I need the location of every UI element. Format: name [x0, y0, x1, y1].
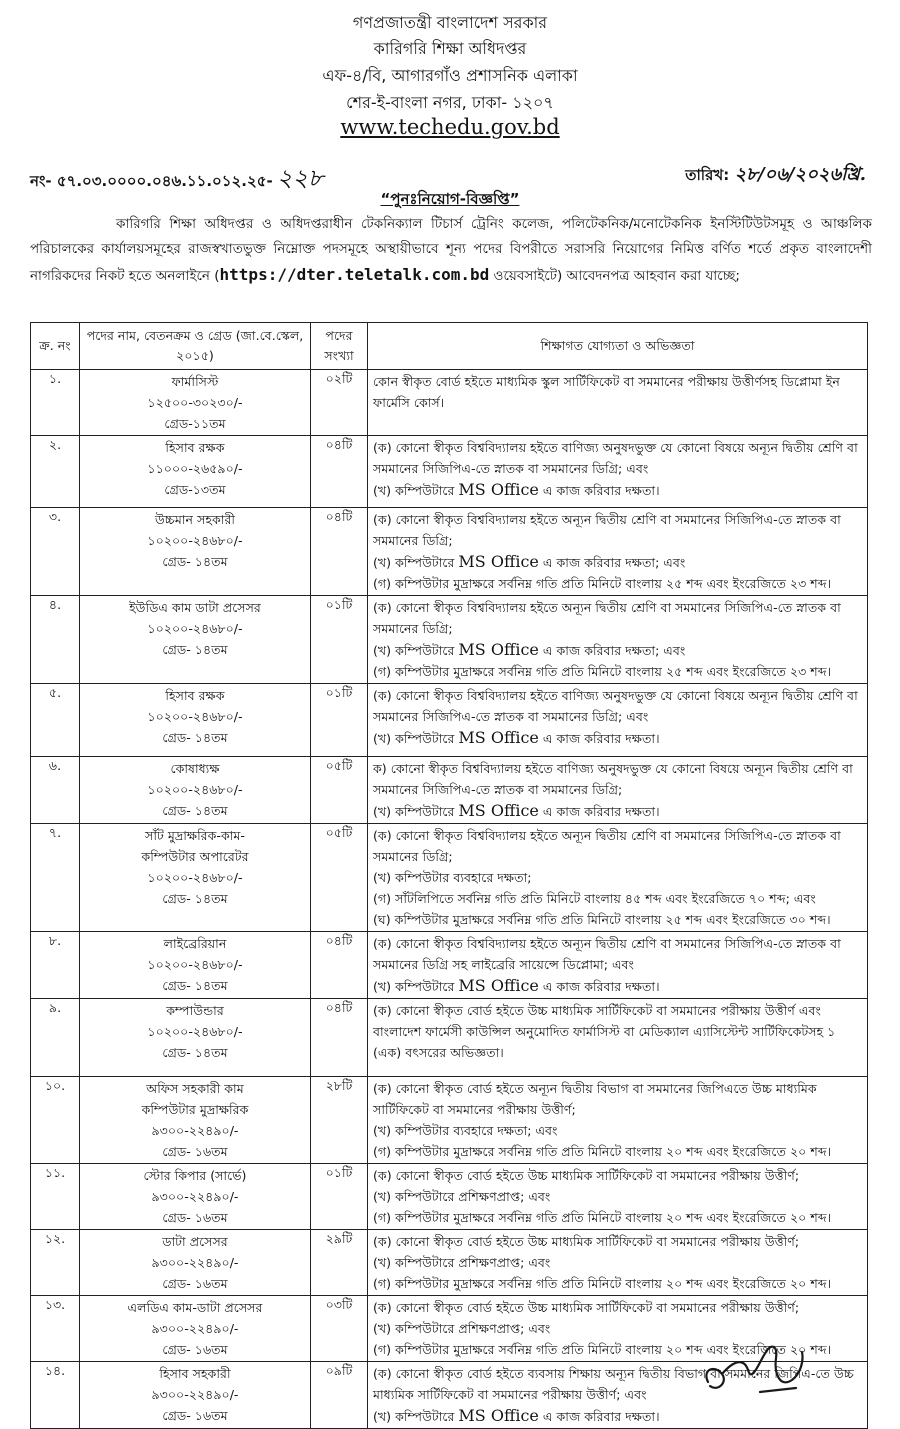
- qualification-line: (ক) কোনো স্বীকৃত বিশ্ববিদ্যালয় হইতে অন্যূন দ্বিতীয় শ্রেণি বা সমমানের সিজিপিএ-তে স্নাতক বা সমমানের ডিগ্রি;: [373, 512, 841, 548]
- post-line: এলডিএ কাম-ডাটা প্রসেসর: [127, 1300, 263, 1315]
- post-line: গ্রেড- ১৬তম: [162, 1342, 228, 1357]
- serial-cell: ৫.: [31, 684, 80, 757]
- serial-cell: ১.: [31, 370, 80, 436]
- qualification-cell: [368, 508, 868, 596]
- post-line: ১০২০০-২৪৬৮০/-: [147, 782, 243, 797]
- post-line: হিসাব সহকারী: [159, 1366, 231, 1381]
- serial-cell: ১১.: [31, 1164, 80, 1230]
- qualification-line: (খ) কম্পিউটার ব্যবহারে দক্ষতা;: [373, 870, 532, 885]
- post-line: ১০২০০-২৪৬৮০/-: [147, 533, 243, 548]
- post-cell: [80, 1296, 311, 1362]
- count-cell: ০৪টি: [311, 436, 368, 508]
- qualification-line: (ক) কোনো স্বীকৃত বোর্ড হইতে ব্যবসায় শিক্ষায় অন্যূন দ্বিতীয় বিভাগ বা সমমানের জিপিএ-তে উচ্চ মাধ্যমিক সার্টিফিকেট বা সমমানের পরীক্ষায় উত্তীর্ণ; এবং: [373, 1366, 854, 1402]
- serial-cell: ১৩.: [31, 1296, 80, 1362]
- table-row: [31, 436, 868, 508]
- post-line: গ্রেড- ১৪তম: [162, 803, 228, 818]
- date-line: [685, 160, 866, 191]
- ms-office-text: MS Office: [458, 976, 539, 995]
- qualification-line: (খ) কম্পিউটারে MS Office এ কাজ করিবার দক্ষতা; এবং: [373, 640, 686, 659]
- serial-cell: ১০.: [31, 1077, 80, 1164]
- intro-tail: ওয়েবসাইটে) আবেদনপত্র আহবান করা যাচ্ছে;: [489, 268, 740, 284]
- post-line: হিসাব রক্ষক: [165, 688, 225, 703]
- date-value: ২৮/০৬/২০২৬খ্রি.: [734, 164, 866, 185]
- signature: [700, 1330, 810, 1400]
- count-cell: ২৯টি: [311, 1230, 368, 1296]
- qualification-line: (খ) কম্পিউটারে MS Office এ কাজ করিবার দক্ষতা।: [373, 1406, 660, 1425]
- post-line: গ্রেড-১১তম: [164, 416, 226, 431]
- post-line: গ্রেড- ১৪তম: [162, 554, 228, 569]
- post-line: কম্পিউটার মুদ্রাক্ষরিক: [141, 1102, 249, 1117]
- post-cell: [80, 1164, 311, 1230]
- header-post: পদের নাম, বেতনক্রম ও গ্রেড (জা.বে.স্কেল, ২০১৫): [80, 323, 311, 370]
- serial-cell: ১২.: [31, 1230, 80, 1296]
- qualification-line: (গ) কম্পিউটার মুদ্রাক্ষরে সর্বনিম্ন গতি প্রতি মিনিটে বাংলায় ২০ শব্দ এবং ইংরেজিতে ২০ শব্দ।: [373, 1276, 832, 1291]
- table-row: [31, 1164, 868, 1230]
- qualification-line: (খ) কম্পিউটারে MS Office এ কাজ করিবার দক্ষতা।: [373, 801, 660, 820]
- serial-cell: ৪.: [31, 596, 80, 684]
- qualification-line: (খ) কম্পিউটারে MS Office এ কাজ করিবার দক্ষতা; এবং: [373, 552, 686, 571]
- qualification-line: (খ) কম্পিউটার ব্যবহারে দক্ষতা; এবং: [373, 1123, 558, 1138]
- post-line: সাঁট মুদ্রাক্ষরিক-কাম-: [145, 828, 245, 843]
- government-name: গণপ্রজাতন্ত্রী বাংলাদেশ সরকার: [352, 13, 548, 32]
- count-cell: ০২টি: [311, 370, 368, 436]
- serial-cell: ৮.: [31, 932, 80, 999]
- header-count: পদের সংখ্যা: [311, 323, 368, 370]
- post-line: ইউডিএ কাম ডাটা প্রসেসর: [129, 600, 261, 615]
- post-line: হিসাব রক্ষক: [165, 440, 225, 455]
- qualification-cell: [368, 757, 868, 824]
- post-line: স্টোর কিপার (সার্ভে): [143, 1168, 247, 1183]
- post-line: অফিস সহকারী কাম: [146, 1081, 244, 1096]
- department-name: কারিগরি শিক্ষা অধিদপ্তর: [373, 39, 527, 58]
- qualification-cell: [368, 596, 868, 684]
- count-cell: ০৯টি: [311, 1362, 368, 1429]
- post-line: উচ্চমান সহকারী: [154, 512, 235, 527]
- post-line: ১০২০০-২৪৬৮০/-: [147, 709, 243, 724]
- memo-handwritten: ২২৮: [276, 164, 324, 192]
- ms-office-text: MS Office: [458, 552, 539, 571]
- application-url[interactable]: https://dter.teletalk.com.bd: [219, 265, 490, 284]
- count-cell: ০৪টি: [311, 932, 368, 999]
- qualification-line: (গ) কম্পিউটার মুদ্রাক্ষরে সর্বনিম্ন গতি প্রতি মিনিটে বাংলায় ২০ শব্দ এবং ইংরেজিতে ২০ শব্দ।: [373, 1342, 832, 1357]
- ms-office-text: MS Office: [458, 801, 539, 820]
- count-cell: ০৪টি: [311, 508, 368, 596]
- post-line: গ্রেড- ১৬তম: [162, 1210, 228, 1225]
- count-cell: ০৫টি: [311, 757, 368, 824]
- post-line: গ্রেড- ১৪তম: [162, 730, 228, 745]
- table-row: [31, 370, 868, 436]
- post-line: ৯৩০০-২২৪৯০/-: [151, 1189, 239, 1204]
- website-link[interactable]: www.techedu.gov.bd: [340, 115, 560, 139]
- notice-title-text: “পুনঃনিয়োগ-বিজ্ঞপ্তি”: [380, 190, 520, 208]
- header-qualification: শিক্ষাগত যোগ্যতা ও অভিজ্ঞতা: [368, 323, 868, 370]
- post-cell: [80, 757, 311, 824]
- count-cell: ০১টি: [311, 684, 368, 757]
- post-cell: [80, 1230, 311, 1296]
- qualification-line: (গ) কম্পিউটার মুদ্রাক্ষরে সর্বনিম্ন গতি প্রতি মিনিটে বাংলায় ২০ শব্দ এবং ইংরেজিতে ২০ শব্দ।: [373, 1144, 832, 1159]
- ms-office-text: MS Office: [458, 728, 539, 747]
- post-cell: [80, 508, 311, 596]
- intro-text: কারিগরি শিক্ষা অধিদপ্তর ও অধিদপ্তরাধীন টেকনিক্যাল টিচার্স ট্রেনিং কলেজ, পলিটেকনিক/মনোটেকনিক ইনস্টিটিউটসমূহ ও আঞ্চলিক পরিচালকের কার্যালয়সমূহের রাজস্বখাতভুক্ত নিম্নোক্ত পদসমূহে অস্থায়ীভাবে শূন্য পদের বিপরীতে সরাসরি নিয়োগের নিমিত্ত বর্ণিত শর্তে প্রকৃত বাংলাদেশী নাগরিকদের নিকট হতে অনলাইনে (: [30, 216, 872, 284]
- table-row: [31, 508, 868, 596]
- post-line: কোষাধ্যক্ষ: [170, 761, 220, 776]
- post-line: ৯৩০০-২২৪৯০/-: [151, 1123, 239, 1138]
- post-cell: [80, 436, 311, 508]
- post-cell: [80, 596, 311, 684]
- post-line: গ্রেড- ১৬তম: [162, 1144, 228, 1159]
- post-line: গ্রেড- ১৪তম: [162, 642, 228, 657]
- qualification-line: (খ) কম্পিউটারে প্রশিক্ষণপ্রাপ্ত; এবং: [373, 1189, 551, 1204]
- table-row: [31, 824, 868, 932]
- qualification-line: (ক) কোনো স্বীকৃত বোর্ড হইতে উচ্চ মাধ্যমিক সার্টিফিকেট বা সমমানের পরীক্ষায় উত্তীর্ণ;: [373, 1168, 800, 1183]
- count-cell: ০৩টি: [311, 1296, 368, 1362]
- qualification-line: (ক) কোনো স্বীকৃত বিশ্ববিদ্যালয় হইতে বাণিজ্য অনুষদভুক্ত যে কোনো বিষয়ে অন্যূন দ্বিতীয় শ্রেণি বা সমমানের সিজিপিএ-তে স্নাতক বা সমমানের ডিগ্রি; এবং: [373, 688, 858, 724]
- qualification-line: (খ) কম্পিউটারে MS Office এ কাজ করিবার দক্ষতা।: [373, 480, 660, 499]
- count-cell: ০৪টি: [311, 999, 368, 1077]
- post-line: ১২৫০০-৩০২৩০/-: [147, 395, 243, 410]
- qualification-cell: [368, 436, 868, 508]
- post-cell: [80, 684, 311, 757]
- qualification-cell: [368, 824, 868, 932]
- post-line: ১০২০০-২৪৬৮০/-: [147, 870, 243, 885]
- qualification-line: কোন স্বীকৃত বোর্ড হইতে মাধ্যমিক স্কুল সার্টিফিকেট বা সমমানের পরীক্ষায় উত্তীর্ণসহ ডিপ্লোমা ইন ফার্মেসি কোর্স।: [373, 374, 840, 410]
- serial-cell: ৬.: [31, 757, 80, 824]
- post-line: ফার্মাসিস্ট: [171, 374, 219, 389]
- table-row: [31, 684, 868, 757]
- qualification-line: (গ) কম্পিউটার মুদ্রাক্ষরে সর্বনিম্ন গতি প্রতি মিনিটে বাংলায় ২৫ শব্দ এবং ইংরেজিতে ২৩ শব্দ।: [373, 576, 832, 591]
- serial-cell: ৩.: [31, 508, 80, 596]
- qualification-line: (ক) কোনো স্বীকৃত বোর্ড হইতে উচ্চ মাধ্যমিক সার্টিফিকেট বা সমমানের পরীক্ষায় উত্তীর্ণ;: [373, 1300, 800, 1315]
- qualification-cell: [368, 1077, 868, 1164]
- post-line: ৯৩০০-২২৪৯০/-: [151, 1321, 239, 1336]
- post-cell: [80, 932, 311, 999]
- qualification-cell: [368, 370, 868, 436]
- post-line: গ্রেড- ১৬তম: [162, 1408, 228, 1423]
- qualification-line: (ক) কোনো স্বীকৃত বিশ্ববিদ্যালয় হইতে বাণিজ্য অনুষদভুক্ত যে কোনো বিষয়ে অন্যূন দ্বিতীয় শ্রেণি বা সমমানের সিজিপিএ-তে স্নাতক বা সমমানের ডিগ্রি; এবং: [373, 440, 858, 476]
- qualification-cell: [368, 999, 868, 1077]
- post-line: গ্রেড-১৩তম: [164, 482, 226, 497]
- qualification-cell: [368, 1164, 868, 1230]
- qualification-line: (খ) কম্পিউটারে প্রশিক্ষণপ্রাপ্ত; এবং: [373, 1321, 551, 1336]
- notice-title: [0, 188, 900, 213]
- post-line: কম্পাউন্ডার: [166, 1003, 224, 1018]
- qualification-cell: [368, 684, 868, 757]
- ms-office-text: MS Office: [458, 640, 539, 659]
- post-line: ১১০০০-২৬৫৯০/-: [147, 461, 243, 476]
- serial-cell: ৯.: [31, 999, 80, 1077]
- qualification-line: (ক) কোনো স্বীকৃত বিশ্ববিদ্যালয় হইতে অন্যূন দ্বিতীয় শ্রেণি বা সমমানের সিজিপিএ-তে স্নাতক বা সমমানের ডিগ্রি সহ লাইব্রেরি সায়েন্সে ডিপ্লোমা; এবং: [373, 936, 841, 972]
- qualification-line: ক) কোনো স্বীকৃত বিশ্ববিদ্যালয় হইতে বাণিজ্য অনুষদভুক্ত যে কোনো বিষয়ে অন্যূন দ্বিতীয় শ্রেণি বা সমমানের সিজিপিএ-তে স্নাতক বা সমমানের ডিগ্রি;: [373, 761, 853, 797]
- table-row: [31, 999, 868, 1077]
- qualification-line: (গ) কম্পিউটার মুদ্রাক্ষরে সর্বনিম্ন গতি প্রতি মিনিটে বাংলায় ২০ শব্দ এবং ইংরেজিতে ২০ শব্দ।: [373, 1210, 832, 1225]
- header-serial: ক্র. নং: [31, 323, 80, 370]
- count-cell: ০৫টি: [311, 824, 368, 932]
- qualification-line: (খ) কম্পিউটারে প্রশিক্ষণপ্রাপ্ত; এবং: [373, 1255, 551, 1270]
- post-line: ডাটা প্রসেসর: [162, 1234, 228, 1249]
- table-row: [31, 1230, 868, 1296]
- post-line: লাইব্রেরিয়ান: [163, 936, 227, 951]
- intro-paragraph: [30, 212, 872, 289]
- post-line: ৯৩০০-২২৪৯০/-: [151, 1387, 239, 1402]
- post-line: ১০২০০-২৪৬৮০/-: [147, 957, 243, 972]
- qualification-line: (ক) কোনো স্বীকৃত বিশ্ববিদ্যালয় হইতে অন্যূন দ্বিতীয় শ্রেণি বা সমমানের সিজিপিএ-তে স্নাতক বা সমমানের ডিগ্রি;: [373, 828, 841, 864]
- post-line: ১০২০০-২৪৬৮০/-: [147, 621, 243, 636]
- serial-cell: ২.: [31, 436, 80, 508]
- ms-office-text: MS Office: [458, 1406, 539, 1425]
- qualification-line: (গ) সাঁটলিপিতে সর্বনিম্ন গতি প্রতি মিনিটে বাংলায় ৪৫ শব্দ এবং ইংরেজিতে ৭০ শব্দ; এবং: [373, 891, 816, 906]
- qualification-line: (খ) কম্পিউটারে MS Office এ কাজ করিবার দক্ষতা।: [373, 976, 660, 995]
- positions-table: [30, 322, 868, 1429]
- count-cell: ০১টি: [311, 596, 368, 684]
- count-cell: ২৮টি: [311, 1077, 368, 1164]
- table-row: [31, 757, 868, 824]
- ms-office-text: MS Office: [458, 480, 539, 499]
- qualification-line: (ক) কোনো স্বীকৃত বিশ্ববিদ্যালয় হইতে অন্যূন দ্বিতীয় শ্রেণি বা সমমানের সিজিপিএ-তে স্নাতক বা সমমানের ডিগ্রি;: [373, 600, 841, 636]
- table-row: [31, 596, 868, 684]
- qualification-cell: [368, 1230, 868, 1296]
- post-cell: [80, 999, 311, 1077]
- post-cell: [80, 1077, 311, 1164]
- post-cell: [80, 1362, 311, 1429]
- table-row: [31, 932, 868, 999]
- post-line: গ্রেড- ১৪তম: [162, 978, 228, 993]
- post-line: গ্রেড- ১৪তম: [162, 1045, 228, 1060]
- post-line: গ্রেড- ১৬তম: [162, 1276, 228, 1291]
- qualification-line: (গ) কম্পিউটার মুদ্রাক্ষরে সর্বনিম্ন গতি প্রতি মিনিটে বাংলায় ২৫ শব্দ এবং ইংরেজিতে ২৩ শব্দ।: [373, 664, 832, 679]
- date-label: তারিখ:: [685, 166, 730, 184]
- memo-prefix: নং- ৫৭.০৩.০০০০.০৪৬.১১.০১২.২৫-: [30, 172, 273, 190]
- post-line: গ্রেড- ১৪তম: [162, 891, 228, 906]
- post-line: ৯৩০০-২২৪৯০/-: [151, 1255, 239, 1270]
- post-cell: [80, 370, 311, 436]
- qualification-line: (ক) কোনো স্বীকৃত বোর্ড হইতে উচ্চ মাধ্যমিক সার্টিফিকেট বা সমমানের পরীক্ষায় উত্তীর্ণ এবং বাংলাদেশ ফার্মেসী কাউন্সিল অনুমোদিত ফার্মাসিস্ট বা মেডিক্যাল এ্যাসিস্টেন্ট সার্টিফিকেটসহ ১ (এক) বৎসরের অভিজ্ঞতা।: [373, 1003, 836, 1060]
- qualification-cell: [368, 932, 868, 999]
- qualification-line: (খ) কম্পিউটারে MS Office এ কাজ করিবার দক্ষতা।: [373, 728, 660, 747]
- city-line: শের-ই-বাংলা নগর, ঢাকা- ১২০৭: [346, 93, 554, 112]
- serial-cell: ৭.: [31, 824, 80, 932]
- post-line: কম্পিউটার অপারেটর: [141, 849, 249, 864]
- qualification-line: (ঘ) কম্পিউটার মুদ্রাক্ষরে সর্বনিম্ন গতি প্রতি মিনিটে বাংলায় ২৫ শব্দ এবং ইংরেজিতে ৩০ শব্দ।: [373, 912, 831, 927]
- post-cell: [80, 824, 311, 932]
- qualification-line: (ক) কোনো স্বীকৃত বোর্ড হইতে অন্যূন দ্বিতীয় বিভাগ বা সমমানের জিপিএতে উচ্চ মাধ্যমিক সার্টিফিকেট বা সমমানের পরীক্ষায় উত্তীর্ণ;: [373, 1081, 817, 1117]
- address-line: এফ-৪/বি, আগারগাঁও প্রশাসনিক এলাকা: [322, 66, 578, 85]
- post-line: ১০২০০-২৪৬৮০/-: [147, 1024, 243, 1039]
- table-row: [31, 1077, 868, 1164]
- count-cell: ০১টি: [311, 1164, 368, 1230]
- table-header-row: [31, 323, 868, 370]
- qualification-line: (ক) কোনো স্বীকৃত বোর্ড হইতে উচ্চ মাধ্যমিক সার্টিফিকেট বা সমমানের পরীক্ষায় উত্তীর্ণ;: [373, 1234, 800, 1249]
- serial-cell: ১৪.: [31, 1362, 80, 1429]
